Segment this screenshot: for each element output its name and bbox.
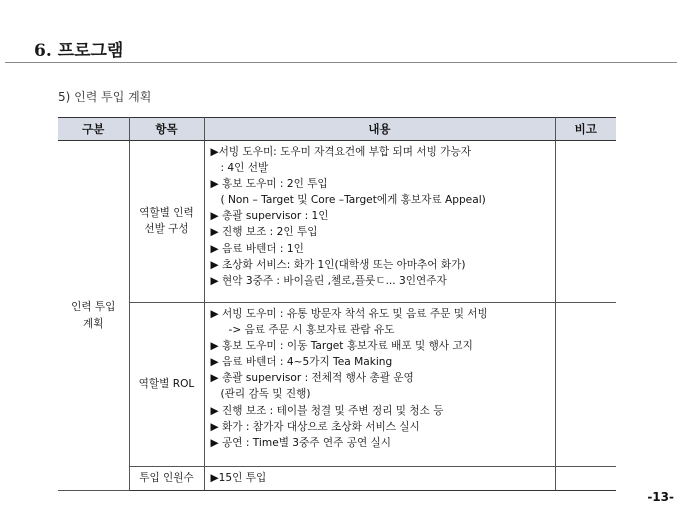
content-line: (관리 감독 및 진행) — [220, 388, 311, 401]
header-item: 항목 — [129, 118, 204, 141]
content-line: ▶ 공연 : Time별 3중주 연주 공연 실시 — [210, 436, 392, 449]
content-line: ▶ 음료 바텐더 : 4~5가지 Tea Making — [210, 356, 393, 369]
content-cell — [204, 141, 555, 303]
item-cell — [129, 303, 204, 467]
item-label: 역할별 인력 선발 구성 — [139, 206, 194, 235]
content-line: ▶ 음료 바텐더 : 1인 — [210, 242, 304, 255]
table-header-row — [58, 118, 616, 141]
item-label: 역할별 ROL — [138, 377, 195, 390]
content-line: ▶ 현악 3중주 : 바이올린 ,첼로,플룻ㄷ... 3인연주자 — [210, 274, 447, 287]
header-category: 구분 — [58, 118, 129, 141]
table-row — [58, 303, 616, 467]
content-line: ▶ 초상화 서비스: 화가 1인(대학생 또는 아마추어 화가) — [210, 258, 466, 271]
content-cell — [204, 303, 555, 467]
subtitle: 5) 인력 투입 계획 — [58, 90, 152, 104]
content-line: : 4인 선발 — [220, 162, 269, 175]
item-label: 투입 인원수 — [139, 471, 194, 484]
title-divider — [5, 62, 677, 63]
content-line: -> 음료 주문 시 홍보자료 관람 유도 — [228, 324, 395, 337]
note-cell — [555, 303, 616, 467]
section-title: 6. 프로그램 — [34, 41, 124, 61]
category-label: 인력 투입 계획 — [71, 300, 116, 330]
header-note: 비고 — [555, 118, 616, 141]
category-cell — [58, 141, 129, 491]
content-line: ▶ 총괄 supervisor : 전체적 행사 총괄 운영 — [210, 372, 414, 385]
content-line: ▶ 진행 보조 : 2인 투입 — [210, 226, 318, 239]
content-line: ▶15인 투입 — [210, 472, 267, 485]
item-cell — [129, 141, 204, 303]
note-cell — [555, 467, 616, 491]
content-line: ▶ 홍보 도우미 : 이동 Target 홍보자료 배포 및 행사 고지 — [210, 340, 473, 353]
content-cell — [204, 467, 555, 491]
content-line: ▶서빙 도우미: 도우미 자격요건에 부합 되며 서빙 가능자 — [210, 146, 471, 158]
content-line: ▶ 서빙 도우미 : 유통 방문자 착석 유도 및 음료 주문 및 서빙 — [210, 308, 488, 320]
page-number: -13- — [647, 490, 674, 504]
item-cell — [129, 467, 204, 491]
note-cell — [555, 141, 616, 303]
content-line: ▶ 화가 : 참가자 대상으로 초상화 서비스 실시 — [210, 420, 420, 433]
header-content: 내용 — [204, 118, 555, 141]
staffing-plan-table — [58, 117, 616, 491]
content-line: ▶ 총괄 supervisor : 1인 — [210, 210, 329, 223]
content-line: ▶ 진행 보조 : 테이블 청결 및 주변 정리 및 청소 등 — [210, 404, 444, 417]
content-line: ▶ 홍보 도우미 : 2인 투입 — [210, 178, 328, 191]
table-row — [58, 141, 616, 303]
content-line: ( Non – Target 및 Core –Target에게 홍보자료 Appeal) — [220, 194, 486, 207]
table-row — [58, 467, 616, 491]
